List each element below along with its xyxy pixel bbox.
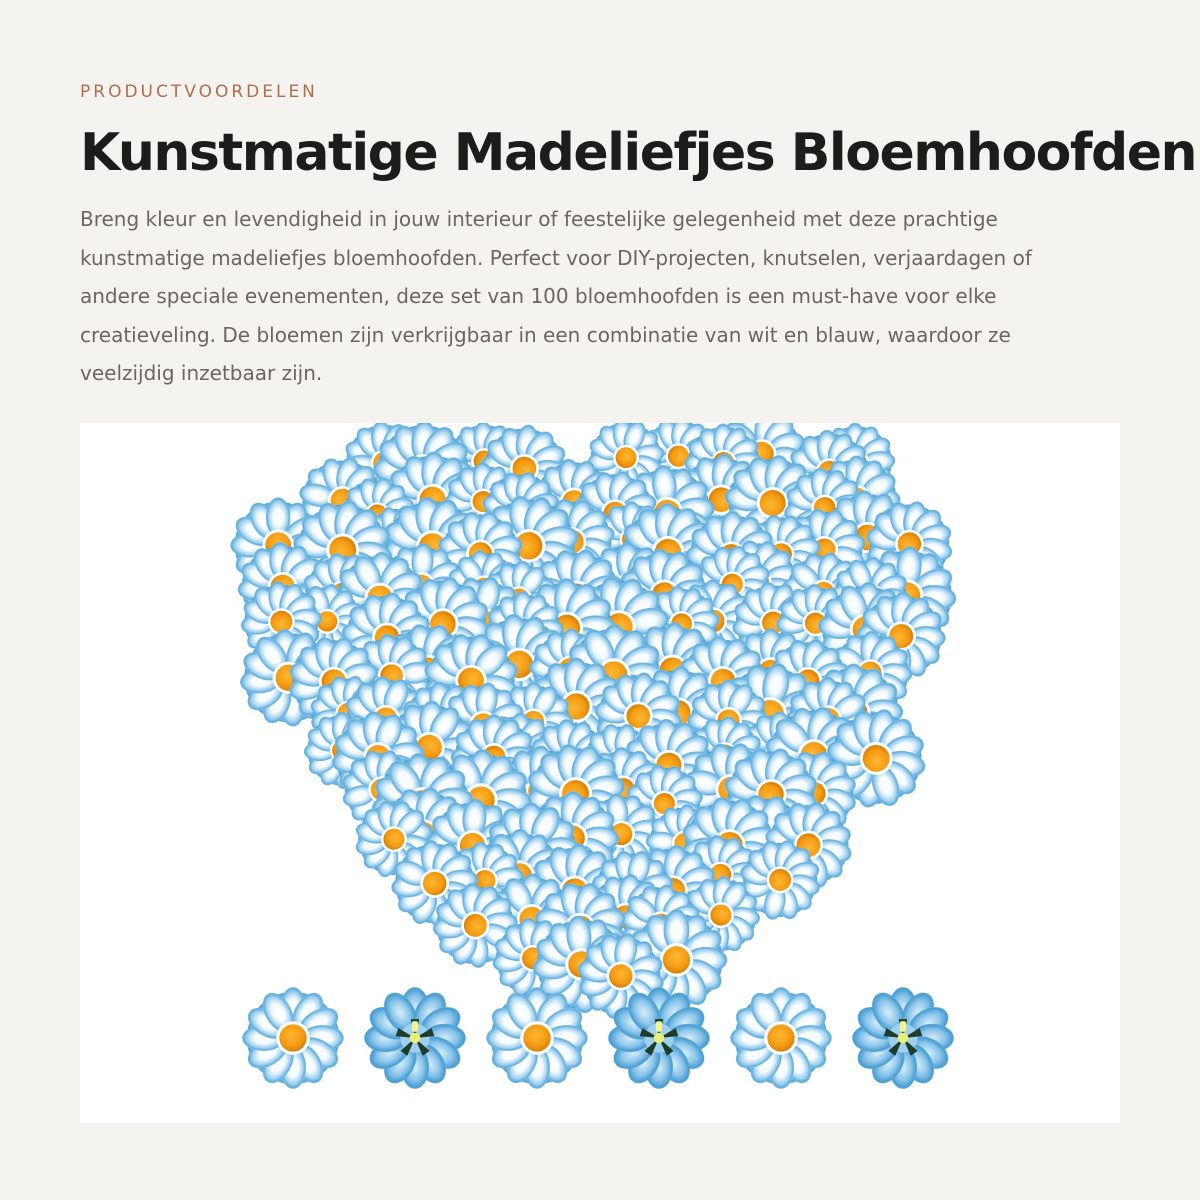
single-daisy-back (365, 988, 466, 1089)
flower-heart-pile (213, 423, 975, 1037)
page-title: Kunstmatige Madeliefjes Bloemhoofden (80, 123, 1197, 183)
section-eyebrow: PRODUCTVOORDELEN (80, 82, 318, 102)
single-daisy-back (853, 988, 954, 1089)
single-daisy-front (243, 988, 344, 1089)
product-image (80, 423, 1120, 1123)
product-description: Breng kleur en levendigheid in jouw interieur of feestelijke gelegenheid met deze prachtige kunstmatige madeliefjes bloemhoofden. Perfect voor DIY-projecten, knutselen, verjaardagen of andere speciale evenementen, deze set van 100 bloemhoofden is een must-have voor elke creatieveling. De bloemen zijn verkrijgbaar in een combinatie van wit en blauw, waardoor ze veelzijdig inzetbaar zijn. (80, 207, 1032, 385)
single-daisy-front (731, 988, 832, 1089)
daisy-heart-illustration (80, 423, 1120, 1123)
